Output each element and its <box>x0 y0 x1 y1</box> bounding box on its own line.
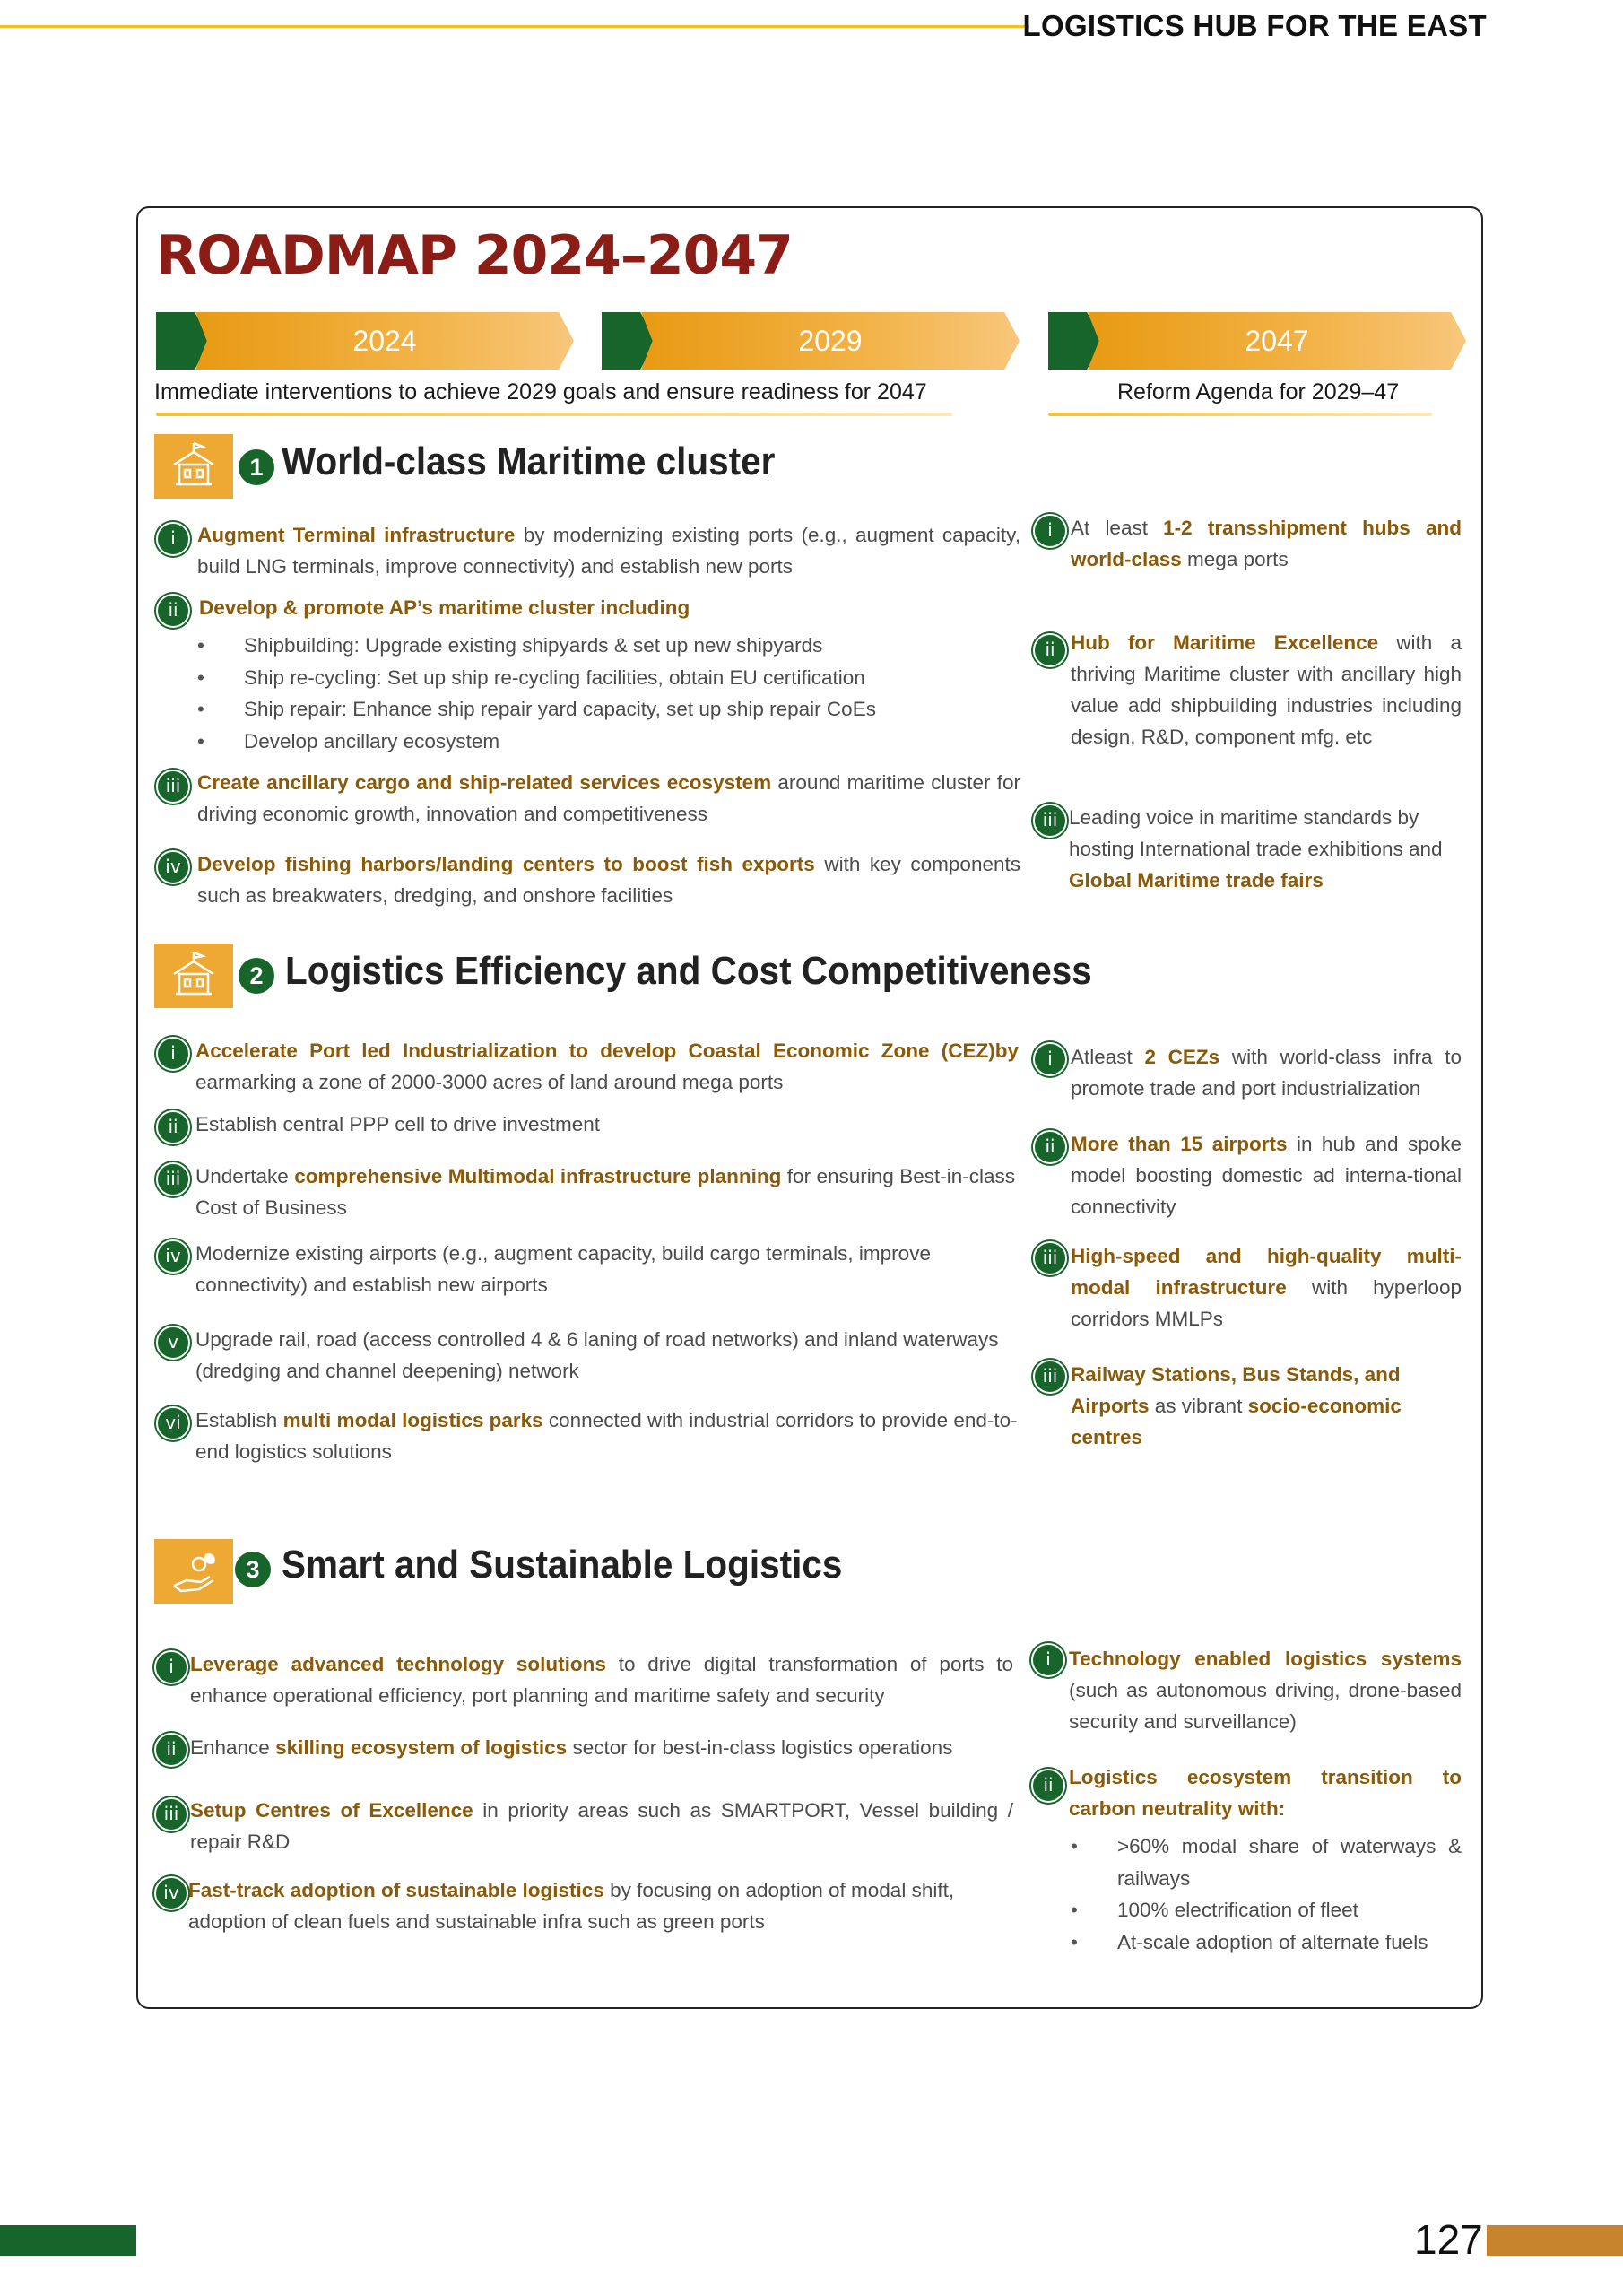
item-highlight: 1-2 transshipment hubs and world-class <box>1071 517 1462 570</box>
hand-leaf-icon <box>154 1539 233 1604</box>
item-highlight: Accelerate Port led Industrialization to develop Coastal Economic Zone (CEZ)by <box>195 1039 1019 1062</box>
section-title: Smart and Sustainable Logistics <box>282 1543 843 1587</box>
list-item <box>1071 1128 1462 1222</box>
bullet-item: • Ship repair: Enhance ship repair yard capacity, set up ship repair CoEs <box>244 693 1015 726</box>
item-text: Leading voice in maritime standards by hosting International trade exhibitions and <box>1069 806 1443 860</box>
timeline-2047 <box>1048 312 1466 370</box>
item-text: Undertake <box>195 1165 295 1187</box>
item-highlight: Hub for Maritime Excellence <box>1071 631 1379 654</box>
timeline-year: 2047 <box>1245 325 1309 357</box>
item-highlight: Fast-track adoption of sustainable logistics <box>188 1879 604 1901</box>
item-badge: iv <box>154 1876 188 1910</box>
footer-orange-bar <box>1487 2225 1623 2256</box>
item-highlight: Logistics ecosystem transition to carbon neutrality with: <box>1069 1766 1462 1820</box>
item-badge: iii <box>1033 1241 1067 1275</box>
list-item <box>195 1238 1019 1300</box>
section-title: Logistics Efficiency and Cost Competitiveness <box>285 949 1092 993</box>
timeline-2029 <box>602 312 1020 370</box>
list-item <box>197 519 1020 582</box>
bullet-item: • At-scale adoption of alternate fuels <box>1117 1926 1462 1959</box>
item-highlight: Develop fishing harbors/landing centers to boost fish exports <box>197 853 815 875</box>
list-item <box>195 1035 1019 1098</box>
timeline-year: 2029 <box>798 325 863 357</box>
list-item <box>1069 802 1462 896</box>
item-badge: iv <box>156 1239 190 1274</box>
item-text: to drive digital transformation of ports to enhance operational efficiency, port planning and maritime safety and security <box>190 1653 1013 1707</box>
item-highlight: 2 CEZs <box>1144 1046 1220 1068</box>
item-highlight: Create ancillary cargo and ship-related services ecosystem <box>197 771 772 794</box>
item-text: as vibrant <box>1149 1395 1248 1417</box>
item-text: Upgrade rail, road (access controlled 4 & 6 laning of road networks) and inland waterways (dredging and channel deepening) network <box>195 1328 999 1382</box>
item-text: by modernizing existing ports (e.g., augment capacity, build LNG terminals, improve connectivity) and establish new ports <box>197 524 1020 578</box>
port-building-icon <box>154 434 233 499</box>
item-text: Atleast <box>1071 1046 1145 1068</box>
item-badge: iii <box>156 1162 190 1196</box>
item-text: Establish central PPP cell to drive investment <box>195 1113 601 1135</box>
list-item <box>1069 1761 1462 1824</box>
list-item <box>199 592 1022 623</box>
item-highlight: Setup Centres of Excellence <box>190 1799 473 1822</box>
item-text: Establish <box>195 1409 283 1431</box>
list-item <box>1071 1359 1462 1453</box>
timeline-2024 <box>156 312 574 370</box>
item-highlight: Technology enabled logistics systems <box>1069 1648 1462 1670</box>
carbon-neutrality-bullets <box>1117 1831 1462 1958</box>
item-text: around maritime cluster for driving economic growth, innovation and competitiveness <box>197 771 1020 825</box>
section-number: 3 <box>235 1552 271 1587</box>
item-highlight: comprehensive Multimodal infrastructure planning <box>294 1165 782 1187</box>
port-building-icon <box>154 944 233 1008</box>
bullet-item: • Shipbuilding: Upgrade existing shipyards & set up new shipyards <box>244 630 1015 662</box>
list-item <box>195 1109 1019 1140</box>
item-text: earmarking a zone of 2000-3000 acres of land around mega ports <box>195 1071 784 1093</box>
left-subtitle: Immediate interventions to achieve 2029 goals and ensure readiness for 2047 <box>154 379 927 404</box>
item-badge: iii <box>156 770 190 804</box>
item-text: Modernize existing airports (e.g., augment capacity, build cargo terminals, improve connectivity) and establish new airports <box>195 1242 931 1296</box>
list-item <box>195 1405 1019 1467</box>
item-text: At least <box>1071 517 1164 539</box>
item-badge: i <box>1031 1643 1065 1677</box>
item-highlight: More than 15 airports <box>1071 1133 1288 1155</box>
item-badge: ii <box>156 594 190 628</box>
header-rule <box>0 25 1029 28</box>
bullet-item: • 100% electrification of fleet <box>1117 1894 1462 1926</box>
list-item <box>1071 1041 1462 1104</box>
bullet-item: • Develop ancillary ecosystem <box>244 726 1015 758</box>
item-text: in priority areas such as SMARTPORT, Vessel building / repair R&D <box>190 1799 1013 1853</box>
bullet-item: • >60% modal share of waterways & railways <box>1117 1831 1462 1894</box>
list-item <box>1071 512 1462 575</box>
item-badge: ii <box>1033 1130 1067 1164</box>
item-text: with a thriving Maritime cluster with ancillary high value add shipbuilding industries including design, R&D, component mfg. etc <box>1071 631 1462 748</box>
item-badge: ii <box>154 1733 188 1767</box>
section-number: 2 <box>239 958 274 994</box>
list-item <box>197 848 1020 911</box>
list-item <box>1071 627 1462 752</box>
item-badge: iv <box>156 850 190 884</box>
page-header-title: LOGISTICS HUB FOR THE EAST <box>1022 9 1487 42</box>
list-item <box>195 1324 1019 1387</box>
item-badge: i <box>156 1037 190 1071</box>
item-text: with key components such as breakwaters, dredging, and onshore facilities <box>197 853 1020 907</box>
item-highlight: Railway Stations, Bus Stands, and Airports <box>1071 1363 1401 1417</box>
item-text: by focusing on adoption of modal shift, adoption of clean fuels and sustainable infra such as green ports <box>188 1879 955 1933</box>
right-subtitle-rule <box>1048 413 1432 416</box>
footer-green-bar <box>0 2225 136 2256</box>
item-badge: iii <box>1033 804 1067 838</box>
item-text: for ensuring Best-in-class Cost of Business <box>195 1165 1016 1219</box>
item-text: with hyperloop corridors MMLPs <box>1071 1276 1462 1330</box>
page-number: 127 <box>1414 2216 1483 2263</box>
item-badge: iii <box>154 1797 188 1831</box>
item-text: (such as autonomous driving, drone-based security and surveillance) <box>1069 1679 1462 1733</box>
section-title: World-class Maritime cluster <box>282 439 776 483</box>
item-text: in hub and spoke model boosting domestic ad interna-tional connectivity <box>1071 1133 1462 1218</box>
item-badge: i <box>1033 514 1067 548</box>
item-badge: i <box>156 522 190 556</box>
list-item <box>188 1874 1013 1937</box>
item-badge: i <box>154 1650 188 1684</box>
item-badge: vi <box>156 1406 190 1440</box>
item-highlight: socio-economic centres <box>1071 1395 1402 1448</box>
item-highlight: Global Maritime trade fairs <box>1069 869 1324 891</box>
item-text: mega ports <box>1181 548 1289 570</box>
item-text: with world-class infra to promote trade and port industrialization <box>1071 1046 1462 1100</box>
item-badge: i <box>1033 1042 1067 1076</box>
item-highlight: multi modal logistics parks <box>282 1409 543 1431</box>
item-highlight: Augment Terminal infrastructure <box>197 524 516 546</box>
list-item <box>190 1795 1013 1857</box>
left-subtitle-rule <box>156 413 952 416</box>
item-badge: ii <box>156 1110 190 1144</box>
right-subtitle: Reform Agenda for 2029–47 <box>1117 379 1400 404</box>
list-item <box>197 767 1020 830</box>
item-badge: v <box>156 1326 190 1360</box>
item-highlight: High-speed and high-quality multi-modal infrastructure <box>1071 1245 1462 1299</box>
item-highlight: Leverage advanced technology solutions <box>190 1653 606 1675</box>
item-text: Enhance <box>190 1736 276 1759</box>
shipbuilding-bullets <box>244 630 1015 757</box>
timeline-year: 2024 <box>352 325 417 357</box>
item-highlight: skilling ecosystem of logistics <box>275 1736 568 1759</box>
item-text: connected with industrial corridors to provide end-to-end logistics solutions <box>195 1409 1018 1463</box>
item-badge: iii <box>1033 1360 1067 1394</box>
roadmap-title: ROADMAP 2024–2047 <box>156 224 793 287</box>
item-highlight: Develop & promote AP’s maritime cluster including <box>199 596 690 619</box>
list-item <box>1069 1643 1462 1737</box>
section-number: 1 <box>239 449 274 485</box>
list-item <box>190 1648 1013 1711</box>
bullet-item: • Ship re-cycling: Set up ship re-cycling facilities, obtain EU certification <box>244 662 1015 694</box>
list-item <box>1071 1240 1462 1335</box>
list-item <box>190 1732 1013 1763</box>
item-badge: ii <box>1033 633 1067 667</box>
list-item <box>195 1161 1015 1223</box>
item-badge: ii <box>1031 1769 1065 1803</box>
item-text: sector for best-in-class logistics operations <box>567 1736 953 1759</box>
